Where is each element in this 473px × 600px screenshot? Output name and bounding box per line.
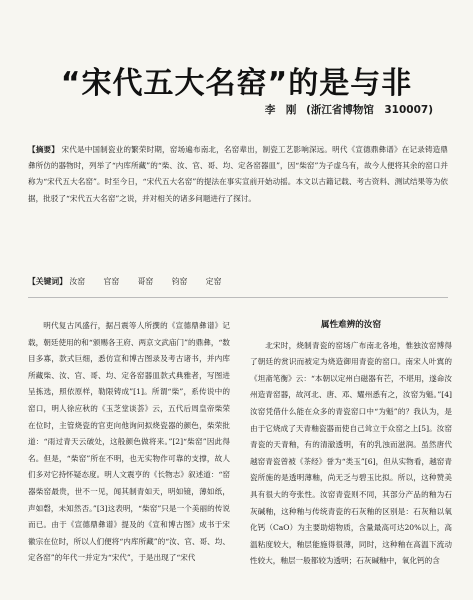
abstract-label: 【摘要】 bbox=[28, 145, 59, 154]
article-title: “宋代五大名窑”的是与非 bbox=[60, 66, 413, 101]
body-paragraph: 明代复古风盛行，据吕震等人所撰的《宣德鼎彝谱》记载，朝廷使用的和“颁赐各王府、两京文武庙门”的鼎彝，“数目多寡，款式巨细，悉仿宣和博古图录及考古诸书，并内库所藏柴、汝、官、哥、均、定各窑器皿款式典雅者，写图进呈拣选，照依原样，勒限铸成”[1]。所谓“柴”，系传说中的窑口，明人徐应秋的《玉芝堂谈荟》云，五代后周皇帝柴荣在位时，主管烧瓷的官吏向他询问拟烧瓷器的颜色，柴荣批道：“雨过青天云破处，这般颜色做将来。”[2]“柴窑”因此得名。但是，“柴窑”所在不明，也无实物作可靠的支撑，故人们多对它持怀疑态度。明人文震亨的《长物志》叙述道：“窑器柴窑最贵，世不一见，闻其制青如天，明如镜，薄如纸，声如磬，未知然否。”[3]这表明，“柴窑”只是一个美丽的传说而已。由于《宣德鼎彝谱》提及的《宣和博古图》成书于宋徽宗在位时，所以人们便将“内库所藏”的“汝、官、哥、均、定各窑”的年代一并定为“宋代”，于是出现了“宋代 bbox=[28, 321, 230, 563]
divider bbox=[28, 297, 448, 298]
author-line bbox=[259, 102, 433, 117]
abstract bbox=[28, 142, 448, 207]
keywords bbox=[28, 274, 448, 290]
body-right-column bbox=[250, 315, 452, 570]
author-name: 李 刚 bbox=[264, 104, 297, 116]
body-left-column bbox=[28, 318, 230, 567]
section-heading: 属性难辨的汝窑 bbox=[320, 320, 382, 330]
author-affiliation: (浙江省博物馆 310007) bbox=[306, 104, 433, 116]
keyword-item: 汝窑 bbox=[69, 277, 86, 286]
body-paragraph: 北宋时，烧制青瓷的窑场广布南北各地，惟独汝窑博得了朝廷的赏识而被定为烧造御用青瓷的窑口。南宋人叶寘的《坦斋笔衡》云：“本朝以定州白磁器有芒，不堪用，遂命汝州造青窑器，故河北、唐、邓、耀州悉有之，汝窑为魁。”[4]汝窑凭借什么能在众多的青瓷窑口中“为魁”的？我认为，是由于它烧成了天青釉瓷器而使自己耸立于众窑之上[5]。汝窑青瓷的天青釉，有的清澈透明，有的乳浊而滋润。虽然唐代越窑青瓷曾被《茶经》誉为“类玉”[6]，但从实物看，越窑青瓷所施的是透明薄釉，尚无乏与碧玉比拟。所以，这种赞美具有很大的夸张性。汝窑青瓷则不同，其部分产品的釉为石灰碱釉，这种釉与传统青瓷的石灰釉的区别是：石灰釉以氧化钙（CaO）为主要助熔物质，含量最高可达20%以上，高温粘度较大，釉层能施得很薄，同时，这种釉在高温下流动性较大，釉层一般都较为透明；石灰碱釉中，氧化钙的含 bbox=[250, 340, 452, 566]
abstract-text: 宋代是中国制瓷业的繁荣时期，窑场遍布南北，名窑辈出，制瓷工艺影响深远。明代《宣德鼎彝谱》在记录铸造鼎彝所仿的器物时，列举了“内库所藏”的“柴、汝、官、哥、均、定各窑器皿”，因“柴窑”为子虚乌有，故今人便将其余的窑口并称为“宋代五大名窑”。时至今日，“宋代五大名窑”的提法在事实宣前开始动摇。本文以古籍记载、考古资料、测试结果等为依据，批驳了“宋代五大名窑”之说，并对相关的诸多问题进行了探讨。 bbox=[28, 145, 449, 203]
keyword-item: 定窑 bbox=[205, 277, 222, 286]
keyword-item: 哥窑 bbox=[137, 277, 154, 286]
keyword-item: 钧窑 bbox=[171, 277, 188, 286]
keyword-item: 官窑 bbox=[103, 277, 120, 286]
keywords-label: 【关键词】 bbox=[28, 277, 67, 286]
